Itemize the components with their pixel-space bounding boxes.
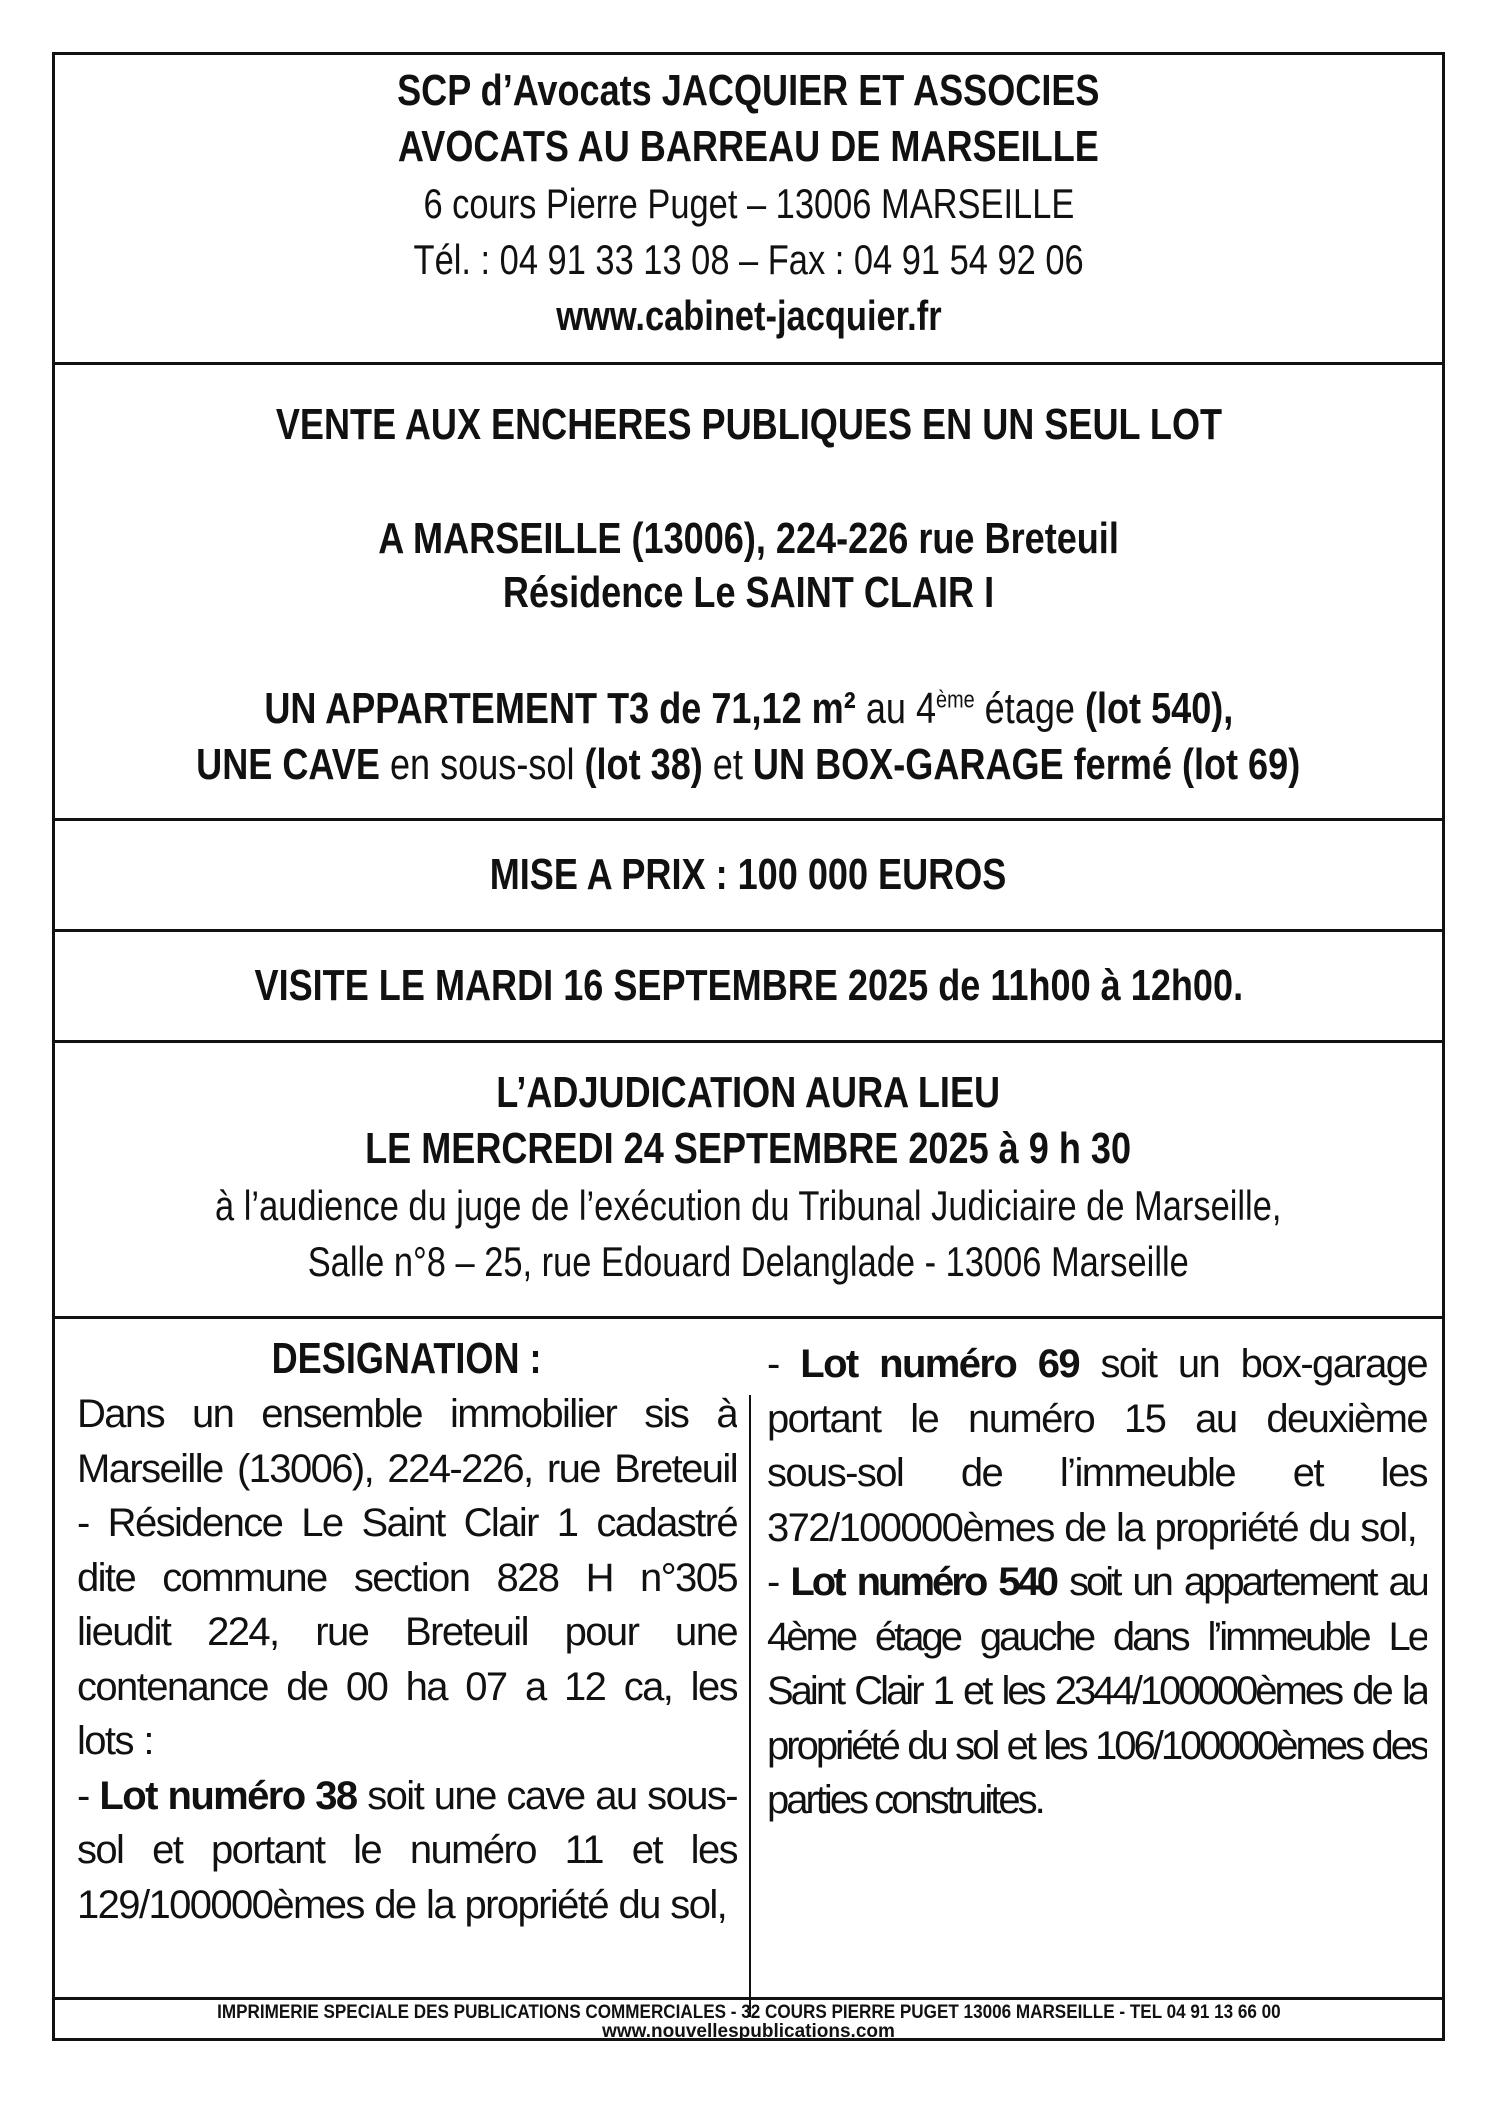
adjudication-room: Salle n°8 – 25, rue Edouard Delanglade - 13006 Marseille <box>307 1238 1190 1285</box>
visit-section <box>55 932 1442 1043</box>
footer-printer: IMPRIMERIE SPECIALE DES PUBLICATIONS COMMERCIALES - 32 COURS PIERRE PUGET 13006 MARSEILLE - TEL 04 91 13 66 00 <box>216 2002 1281 2023</box>
lot-69-label: Lot numéro 69 <box>800 1342 1079 1386</box>
footer <box>55 1997 1442 2041</box>
notice-frame <box>52 52 1445 2041</box>
firm-address: 6 cours Pierre Puget – 13006 MARSEILLE <box>423 180 1074 227</box>
lot-540-label: Lot numéro 540 <box>790 1560 1057 1604</box>
sale-location-line1: A MARSEILLE (13006), 224-226 rue Breteuil <box>378 514 1119 563</box>
firm-header <box>55 55 1442 365</box>
designation-intro: Dans un ensemble immobilier sis à Marseille (13006), 224-226, rue Breteuil - Résidence Le Saint Clair 1 cadastré dite commune section 828 H n°305 lieudit 224, rue Breteuil pour une contenance de 00 ha 07 a 12 ca, les lots : <box>77 1392 737 1763</box>
lot-38-paragraph: - Lot numéro 38 soit une cave au sous-sol et portant le numéro 11 et les 129/100000èmes de la propriété du sol, <box>77 1773 737 1927</box>
footer-website: www.nouvellespublications.com <box>602 2021 895 2042</box>
lot-38-label: Lot numéro 38 <box>99 1773 357 1818</box>
firm-name: SCP d’Avocats JACQUIER ET ASSOCIES <box>397 66 1100 115</box>
sale-title: VENTE AUX ENCHERES PUBLIQUES EN UN SEUL LOT <box>275 400 1222 449</box>
lot-540-paragraph: - Lot numéro 540 soit un appartement au 4ème étage gauche dans l’immeuble Le Saint Clair 1 et les 2344/100000èmes de la propriété du sol et les 106/100000èmes des parties construites. <box>767 1560 1427 1822</box>
adjudication-section <box>55 1043 1442 1319</box>
firm-bar: AVOCATS AU BARREAU DE MARSEILLE <box>398 122 1099 171</box>
designation-left-column <box>77 1331 737 2006</box>
adjudication-title: L’ADJUDICATION AURA LIEU <box>496 1068 1001 1117</box>
firm-website: www.cabinet-jacquier.fr <box>555 292 942 339</box>
lot-38-text: soit une cave au sous-sol et portant le numéro 11 et les 129/100000èmes de la propriété du sol, <box>77 1773 737 1927</box>
designation-heading: DESIGNATION : <box>272 1334 542 1383</box>
firm-phone-fax: Tél. : 04 91 33 13 08 – Fax : 04 91 54 92 06 <box>413 236 1084 283</box>
adjudication-date: LE MERCREDI 24 SEPTEMBRE 2025 à 9 h 30 <box>365 1124 1132 1173</box>
lot-540-text: soit un appartement au 4ème étage gauche dans l’immeuble Le Saint Clair 1 et les 2344/100000èmes de la propriété du sol et les 106/100000èmes des parties construites. <box>767 1560 1427 1822</box>
price-section <box>55 821 1442 932</box>
visit-date: VISITE LE MARDI 16 SEPTEMBRE 2025 de 11h00 à 12h00. <box>254 961 1243 1010</box>
lot-69-text: soit un box-garage portant le numéro 15 au deuxième sous-sol de l’immeuble et les 372/100000èmes de la propriété du sol, <box>767 1342 1427 1550</box>
lot-69-paragraph: - Lot numéro 69 soit un box-garage portant le numéro 15 au deuxième sous-sol de l’immeuble et les 372/100000èmes de la propriété du sol, <box>767 1342 1427 1550</box>
adjudication-court: à l’audience du juge de l’exécution du Tribunal Judiciaire de Marseille, <box>215 1182 1282 1229</box>
sale-lots-line1: UN APPARTEMENT T3 de 71,12 m² au 4ème étage (lot 540), <box>264 684 1233 733</box>
reserve-price: MISE A PRIX : 100 000 EUROS <box>490 850 1007 899</box>
designation-right-column <box>767 1337 1427 2005</box>
column-divider <box>749 1395 751 2017</box>
sale-location-line2: Résidence Le SAINT CLAIR I <box>502 568 995 617</box>
sale-lots-line2: UNE CAVE en sous-sol (lot 38) et UN BOX-GARAGE fermé (lot 69) <box>196 740 1301 789</box>
sale-section <box>55 365 1442 821</box>
